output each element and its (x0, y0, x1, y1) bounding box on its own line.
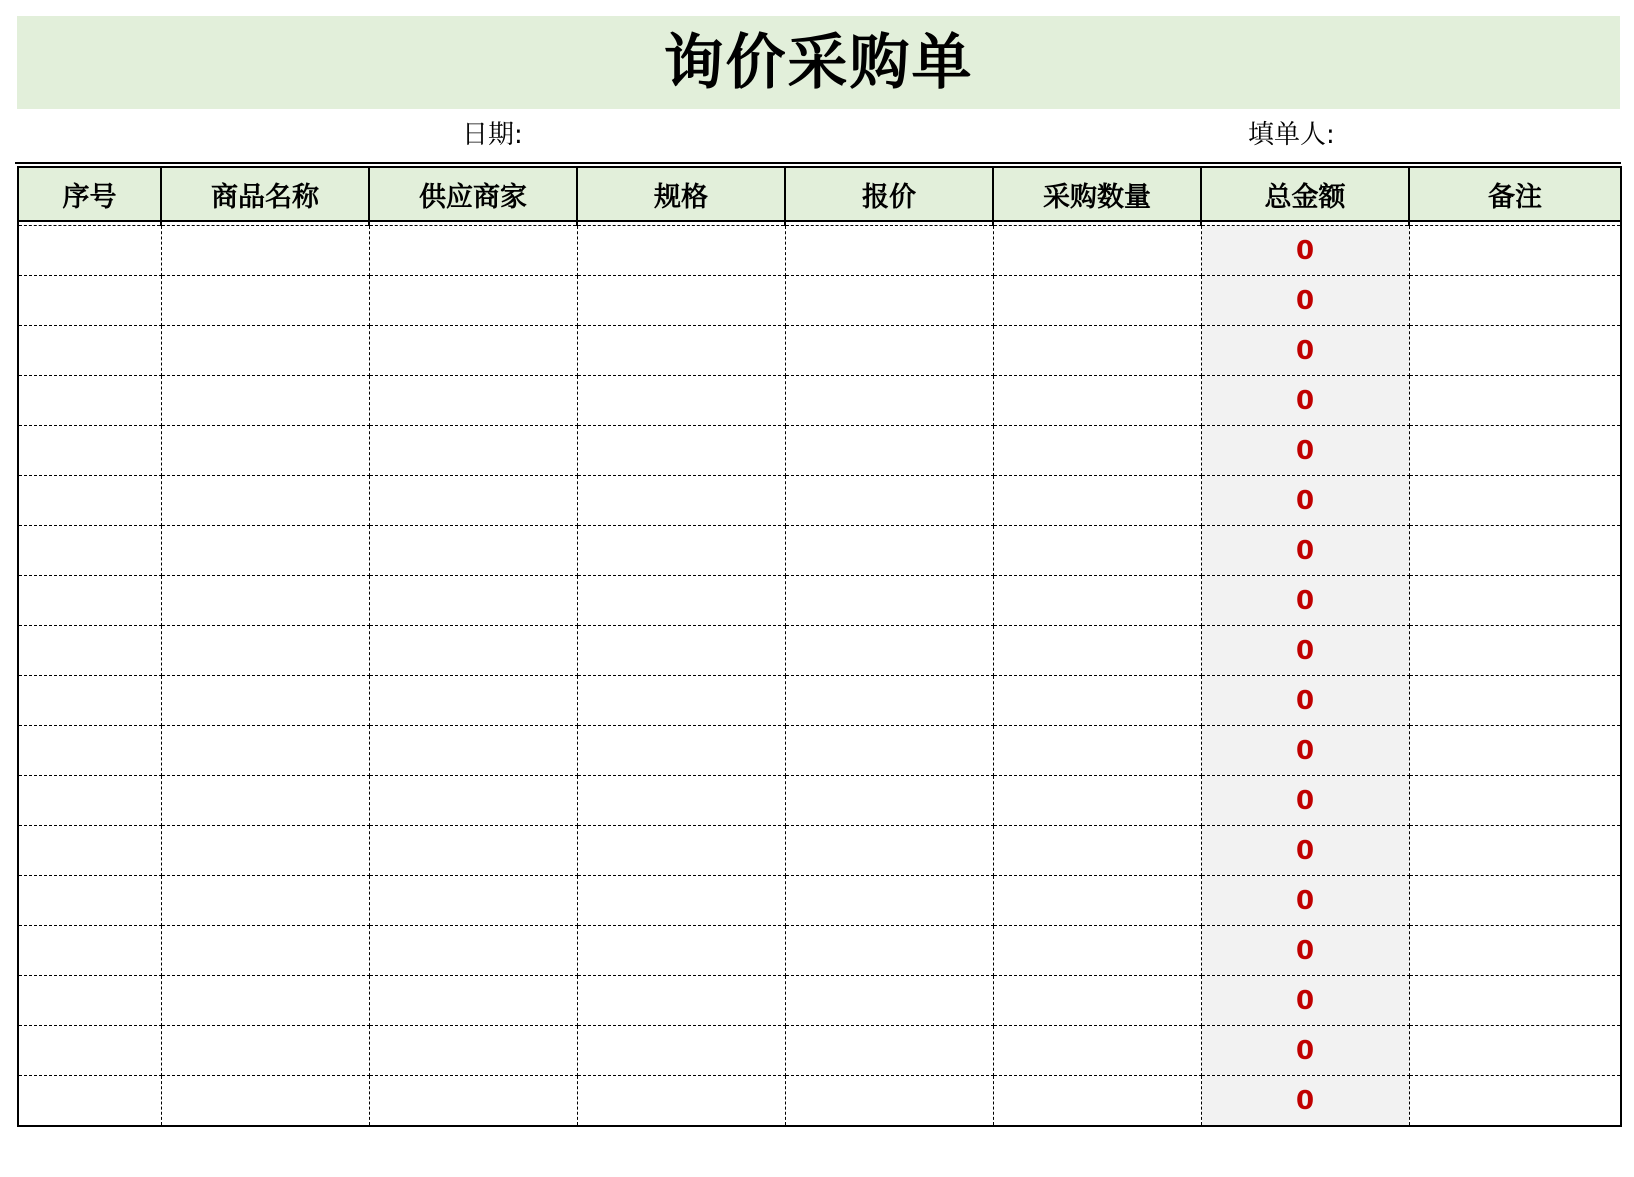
cell-quantity[interactable] (993, 576, 1201, 626)
cell-remark[interactable] (1409, 726, 1621, 776)
cell-product-name[interactable] (161, 676, 369, 726)
col-header-remark: 备注 (1409, 167, 1621, 221)
cell-serial[interactable] (18, 326, 161, 376)
cell-spec[interactable] (577, 276, 785, 326)
table-row (18, 526, 1621, 576)
cell-quantity[interactable] (993, 626, 1201, 676)
cell-quantity[interactable] (993, 526, 1201, 576)
cell-quote[interactable] (785, 776, 993, 826)
cell-supplier[interactable] (369, 426, 577, 476)
table-row (18, 676, 1621, 726)
date-label: 日期: (462, 120, 523, 150)
cell-serial[interactable] (18, 476, 161, 526)
cell-spec[interactable] (577, 976, 785, 1026)
table-row (18, 976, 1621, 1026)
cell-product-name[interactable] (161, 576, 369, 626)
cell-spec[interactable] (577, 626, 785, 676)
cell-serial[interactable] (18, 726, 161, 776)
cell-quantity[interactable] (993, 726, 1201, 776)
cell-serial[interactable] (18, 526, 161, 576)
cell-spec[interactable] (577, 526, 785, 576)
cell-serial[interactable] (18, 576, 161, 626)
cell-spec[interactable] (577, 326, 785, 376)
cell-product-name[interactable] (161, 476, 369, 526)
cell-quote[interactable] (785, 426, 993, 476)
cell-supplier[interactable] (369, 1076, 577, 1127)
cell-quantity[interactable] (993, 1026, 1201, 1076)
cell-quote[interactable] (785, 476, 993, 526)
cell-spec[interactable] (577, 826, 785, 876)
cell-product-name[interactable] (161, 726, 369, 776)
cell-remark[interactable] (1409, 226, 1621, 276)
table-row (18, 776, 1621, 826)
cell-remark[interactable] (1409, 1076, 1621, 1127)
col-header-product-name: 商品名称 (161, 167, 369, 221)
cell-quote[interactable] (785, 676, 993, 726)
cell-product-name[interactable] (161, 276, 369, 326)
cell-spec[interactable] (577, 426, 785, 476)
table-row (18, 326, 1621, 376)
cell-total: 0 (1201, 476, 1409, 526)
cell-remark[interactable] (1409, 1026, 1621, 1076)
cell-total: 0 (1201, 976, 1409, 1026)
table-row (18, 576, 1621, 626)
page-title: 询价采购单 (663, 27, 974, 98)
filler-label: 填单人: (1248, 120, 1335, 150)
cell-supplier[interactable] (369, 276, 577, 326)
cell-quantity[interactable] (993, 876, 1201, 926)
cell-supplier[interactable] (369, 376, 577, 426)
cell-supplier[interactable] (369, 876, 577, 926)
cell-quote[interactable] (785, 826, 993, 876)
cell-quote[interactable] (785, 1076, 993, 1127)
cell-supplier[interactable] (369, 476, 577, 526)
cell-remark[interactable] (1409, 626, 1621, 676)
cell-quote[interactable] (785, 726, 993, 776)
cell-serial[interactable] (18, 976, 161, 1026)
top-rule (15, 162, 1621, 164)
cell-supplier[interactable] (369, 576, 577, 626)
table-row (18, 876, 1621, 926)
cell-supplier[interactable] (369, 526, 577, 576)
cell-total: 0 (1201, 1076, 1409, 1127)
table-row (18, 1076, 1621, 1127)
table-row (18, 276, 1621, 326)
cell-supplier[interactable] (369, 626, 577, 676)
title-bar (17, 16, 1620, 109)
col-header-spec: 规格 (577, 167, 785, 221)
cell-total: 0 (1201, 676, 1409, 726)
cell-product-name[interactable] (161, 626, 369, 676)
cell-total: 0 (1201, 626, 1409, 676)
cell-supplier[interactable] (369, 826, 577, 876)
cell-remark[interactable] (1409, 976, 1621, 1026)
cell-spec[interactable] (577, 476, 785, 526)
cell-total: 0 (1201, 926, 1409, 976)
cell-serial[interactable] (18, 376, 161, 426)
cell-quote[interactable] (785, 876, 993, 926)
cell-product-name[interactable] (161, 526, 369, 576)
cell-remark[interactable] (1409, 426, 1621, 476)
cell-quote[interactable] (785, 1026, 993, 1076)
table-row (18, 926, 1621, 976)
cell-remark[interactable] (1409, 926, 1621, 976)
cell-remark[interactable] (1409, 276, 1621, 326)
cell-total: 0 (1201, 376, 1409, 426)
cell-spec[interactable] (577, 1026, 785, 1076)
cell-supplier[interactable] (369, 326, 577, 376)
cell-serial[interactable] (18, 276, 161, 326)
cell-quantity[interactable] (993, 226, 1201, 276)
cell-serial[interactable] (18, 226, 161, 276)
cell-quantity[interactable] (993, 376, 1201, 426)
cell-remark[interactable] (1409, 676, 1621, 726)
col-header-serial: 序号 (18, 167, 161, 221)
cell-spec[interactable] (577, 676, 785, 726)
cell-quote[interactable] (785, 626, 993, 676)
table-row (18, 626, 1621, 676)
col-header-supplier: 供应商家 (369, 167, 577, 221)
cell-quote[interactable] (785, 326, 993, 376)
cell-remark[interactable] (1409, 576, 1621, 626)
cell-serial[interactable] (18, 926, 161, 976)
cell-spec[interactable] (577, 726, 785, 776)
purchase-table (17, 166, 1622, 1127)
cell-serial[interactable] (18, 776, 161, 826)
cell-remark[interactable] (1409, 326, 1621, 376)
cell-spec[interactable] (577, 926, 785, 976)
cell-quote[interactable] (785, 976, 993, 1026)
cell-serial[interactable] (18, 426, 161, 476)
cell-total: 0 (1201, 426, 1409, 476)
cell-total: 0 (1201, 326, 1409, 376)
cell-product-name[interactable] (161, 326, 369, 376)
table-body (18, 226, 1621, 1127)
cell-spec[interactable] (577, 1076, 785, 1127)
cell-remark[interactable] (1409, 876, 1621, 926)
cell-serial[interactable] (18, 876, 161, 926)
cell-remark[interactable] (1409, 476, 1621, 526)
cell-quote[interactable] (785, 926, 993, 976)
cell-total: 0 (1201, 276, 1409, 326)
cell-quote[interactable] (785, 376, 993, 426)
cell-spec[interactable] (577, 376, 785, 426)
cell-remark[interactable] (1409, 526, 1621, 576)
table-row (18, 476, 1621, 526)
cell-quote[interactable] (785, 276, 993, 326)
cell-quantity[interactable] (993, 1076, 1201, 1127)
table-row (18, 726, 1621, 776)
cell-spec[interactable] (577, 776, 785, 826)
cell-product-name[interactable] (161, 376, 369, 426)
header-row (18, 167, 1621, 221)
col-header-quote: 报价 (785, 167, 993, 221)
cell-supplier[interactable] (369, 926, 577, 976)
cell-supplier[interactable] (369, 1026, 577, 1076)
cell-product-name[interactable] (161, 926, 369, 976)
cell-quantity[interactable] (993, 276, 1201, 326)
cell-quantity[interactable] (993, 826, 1201, 876)
col-header-total: 总金额 (1201, 167, 1409, 221)
cell-product-name[interactable] (161, 776, 369, 826)
cell-quantity[interactable] (993, 476, 1201, 526)
cell-quantity[interactable] (993, 326, 1201, 376)
cell-product-name[interactable] (161, 826, 369, 876)
cell-serial[interactable] (18, 826, 161, 876)
cell-quote[interactable] (785, 526, 993, 576)
table-row (18, 826, 1621, 876)
cell-total: 0 (1201, 1026, 1409, 1076)
cell-product-name[interactable] (161, 426, 369, 476)
cell-product-name[interactable] (161, 876, 369, 926)
cell-quote[interactable] (785, 576, 993, 626)
table-row (18, 376, 1621, 426)
cell-total: 0 (1201, 526, 1409, 576)
cell-total: 0 (1201, 226, 1409, 276)
cell-quantity[interactable] (993, 976, 1201, 1026)
cell-serial[interactable] (18, 1026, 161, 1076)
cell-quantity[interactable] (993, 676, 1201, 726)
cell-total: 0 (1201, 876, 1409, 926)
cell-supplier[interactable] (369, 676, 577, 726)
cell-total: 0 (1201, 726, 1409, 776)
cell-remark[interactable] (1409, 826, 1621, 876)
cell-supplier[interactable] (369, 976, 577, 1026)
table-row (18, 226, 1621, 276)
col-header-quantity: 采购数量 (993, 167, 1201, 221)
table-row (18, 426, 1621, 476)
cell-spec[interactable] (577, 876, 785, 926)
cell-product-name[interactable] (161, 1026, 369, 1076)
cell-total: 0 (1201, 576, 1409, 626)
cell-remark[interactable] (1409, 376, 1621, 426)
cell-total: 0 (1201, 826, 1409, 876)
cell-quantity[interactable] (993, 776, 1201, 826)
cell-supplier[interactable] (369, 726, 577, 776)
cell-product-name[interactable] (161, 1076, 369, 1127)
cell-serial[interactable] (18, 676, 161, 726)
cell-serial[interactable] (18, 626, 161, 676)
cell-quantity[interactable] (993, 926, 1201, 976)
cell-quantity[interactable] (993, 426, 1201, 476)
cell-quote[interactable] (785, 226, 993, 276)
cell-supplier[interactable] (369, 226, 577, 276)
cell-serial[interactable] (18, 1076, 161, 1127)
cell-supplier[interactable] (369, 776, 577, 826)
cell-product-name[interactable] (161, 976, 369, 1026)
table-row (18, 1026, 1621, 1076)
cell-spec[interactable] (577, 226, 785, 276)
cell-total: 0 (1201, 776, 1409, 826)
cell-remark[interactable] (1409, 776, 1621, 826)
cell-spec[interactable] (577, 576, 785, 626)
cell-product-name[interactable] (161, 226, 369, 276)
